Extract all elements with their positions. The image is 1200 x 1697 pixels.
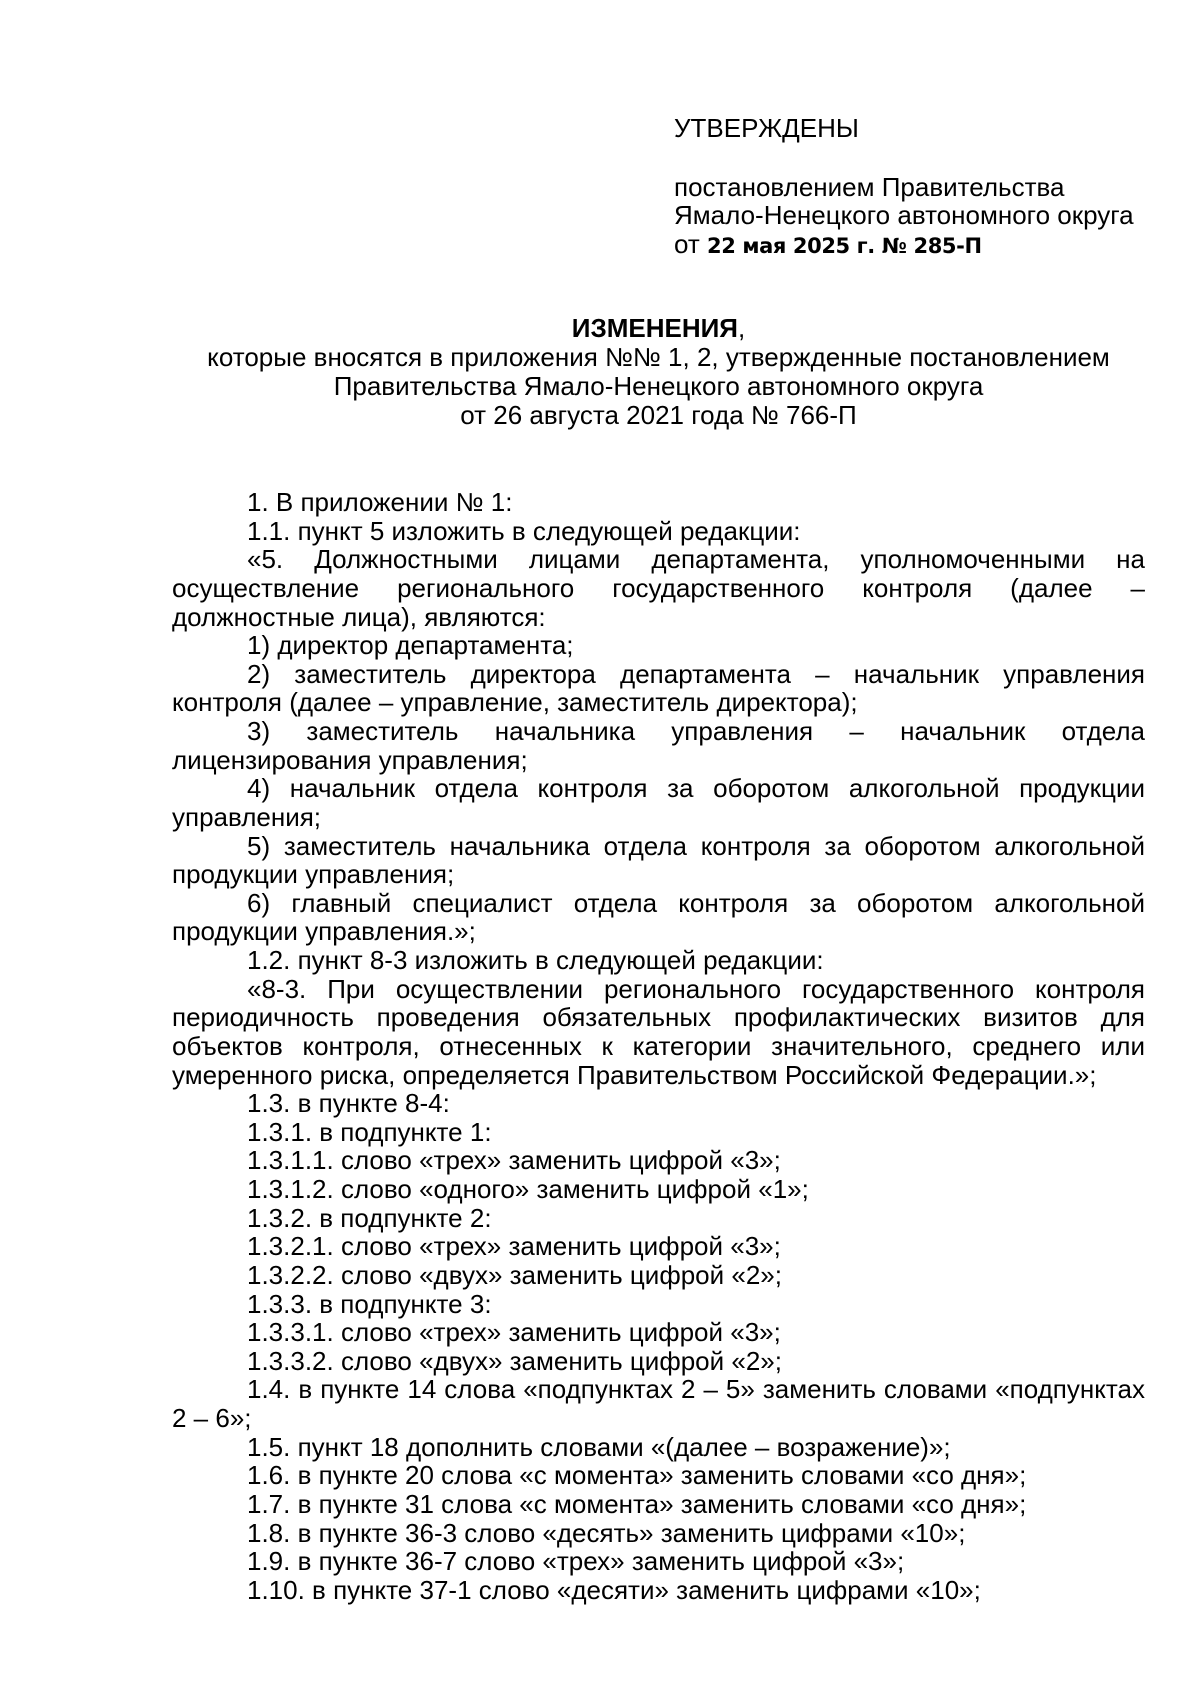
body-line: 5) заместитель начальника отдела контроля за оборотом алкогольной bbox=[247, 830, 1145, 861]
approval-date-prefix: от bbox=[674, 229, 700, 259]
body-line: 1.5. пункт 18 дополнить словами «(далее – возражение)»; bbox=[247, 1431, 951, 1462]
body-line: 4) начальник отдела контроля за оборотом алкогольной продукции bbox=[247, 773, 1145, 804]
approval-date-line bbox=[674, 230, 982, 261]
body-line: 1.4. в пункте 14 слова «подпунктах 2 – 5» заменить словами «подпунктах bbox=[247, 1374, 1145, 1405]
approval-line-1: постановлением Правительства bbox=[674, 172, 1065, 202]
title-line: от 26 августа 2021 года № 766-П bbox=[460, 400, 857, 430]
body-line: 1.7. в пункте 31 слова «с момента» заменить словами «со дня»; bbox=[247, 1488, 1027, 1519]
body-line: 1.3.1.1. слово «трех» заменить цифрой «3»; bbox=[247, 1145, 781, 1176]
body-line: периодичность проведения обязательных профилактических визитов для bbox=[172, 1002, 1145, 1033]
body-line: 1.3.3.1. слово «трех» заменить цифрой «3»; bbox=[247, 1317, 781, 1348]
body-line: умеренного риска, определяется Правительством Российской Федерации.»; bbox=[172, 1059, 1097, 1090]
body-line: 3) заместитель начальника управления – начальник отдела bbox=[247, 716, 1145, 746]
body-line: продукции управления; bbox=[172, 859, 455, 890]
body-line: 1.3.2.1. слово «трех» заменить цифрой «3»; bbox=[247, 1231, 781, 1262]
body-line: 1.3.1.2. слово «одного» заменить цифрой «1»; bbox=[247, 1174, 809, 1204]
body-line: 1.3.1. в подпункте 1: bbox=[247, 1116, 492, 1147]
document-body bbox=[172, 488, 1145, 1604]
title-heading: ИЗМЕНЕНИЯ bbox=[571, 313, 738, 343]
body-line: 1.3.2. в подпункте 2: bbox=[247, 1202, 492, 1233]
body-line: 1.3.3. в подпункте 3: bbox=[247, 1288, 492, 1319]
body-line: 1.8. в пункте 36-3 слово «десять» заменить цифрами «10»; bbox=[247, 1517, 966, 1548]
body-line: 1.6. в пункте 20 слова «с момента» заменить словами «со дня»; bbox=[247, 1460, 1027, 1491]
body-line: 2) заместитель директора департамента – начальник управления bbox=[247, 658, 1145, 689]
body-line: управления; bbox=[172, 801, 322, 832]
body-line: «8-3. При осуществлении регионального государственного контроля bbox=[247, 973, 1145, 1004]
body-line: 1.3.2.2. слово «двух» заменить цифрой «2»; bbox=[247, 1259, 782, 1290]
body-line: 6) главный специалист отдела контроля за оборотом алкогольной bbox=[247, 887, 1145, 918]
body-line: 1.1. пункт 5 изложить в следующей редакции: bbox=[247, 515, 801, 546]
title-heading-suffix: , bbox=[738, 313, 746, 343]
body-line: продукции управления.»; bbox=[172, 916, 476, 947]
title-line: которые вносятся в приложения №№ 1, 2, утвержденные постановлением bbox=[207, 342, 1110, 372]
body-line: осуществление регионального государственного контроля (далее – bbox=[172, 572, 1145, 603]
body-line: 1. В приложении № 1: bbox=[247, 487, 513, 517]
body-line: 1) директор департамента; bbox=[247, 630, 574, 661]
body-line: лицензирования управления; bbox=[172, 744, 528, 775]
approval-heading: УТВЕРЖДЕНЫ bbox=[674, 113, 859, 143]
body-line: контроля (далее – управление, заместитель директора); bbox=[172, 687, 858, 718]
title-heading-line bbox=[172, 314, 1145, 343]
body-line: 1.2. пункт 8-3 изложить в следующей редакции: bbox=[247, 945, 824, 975]
body-line: 1.9. в пункте 36-7 слово «трех» заменить цифрой «3»; bbox=[247, 1546, 905, 1577]
title-line: Правительства Ямало-Ненецкого автономного округа bbox=[333, 371, 984, 401]
body-line: «5. Должностными лицами департамента, уполномоченными на bbox=[247, 544, 1145, 575]
document-title bbox=[172, 314, 1145, 430]
body-line: объектов контроля, отнесенных к категории значительного, среднего или bbox=[172, 1030, 1145, 1061]
body-line: должностные лица), являются: bbox=[172, 601, 546, 632]
body-line: 1.3.3.2. слово «двух» заменить цифрой «2»; bbox=[247, 1345, 782, 1376]
approval-line-2: Ямало-Ненецкого автономного округа bbox=[674, 200, 1134, 230]
approval-date-number: 22 мая 2025 г. № 285-П bbox=[707, 234, 982, 258]
body-line: 2 – 6»; bbox=[172, 1403, 252, 1433]
body-line: 1.3. в пункте 8-4: bbox=[247, 1088, 450, 1119]
body-line: 1.10. в пункте 37-1 слово «десяти» заменить цифрами «10»; bbox=[247, 1574, 981, 1605]
